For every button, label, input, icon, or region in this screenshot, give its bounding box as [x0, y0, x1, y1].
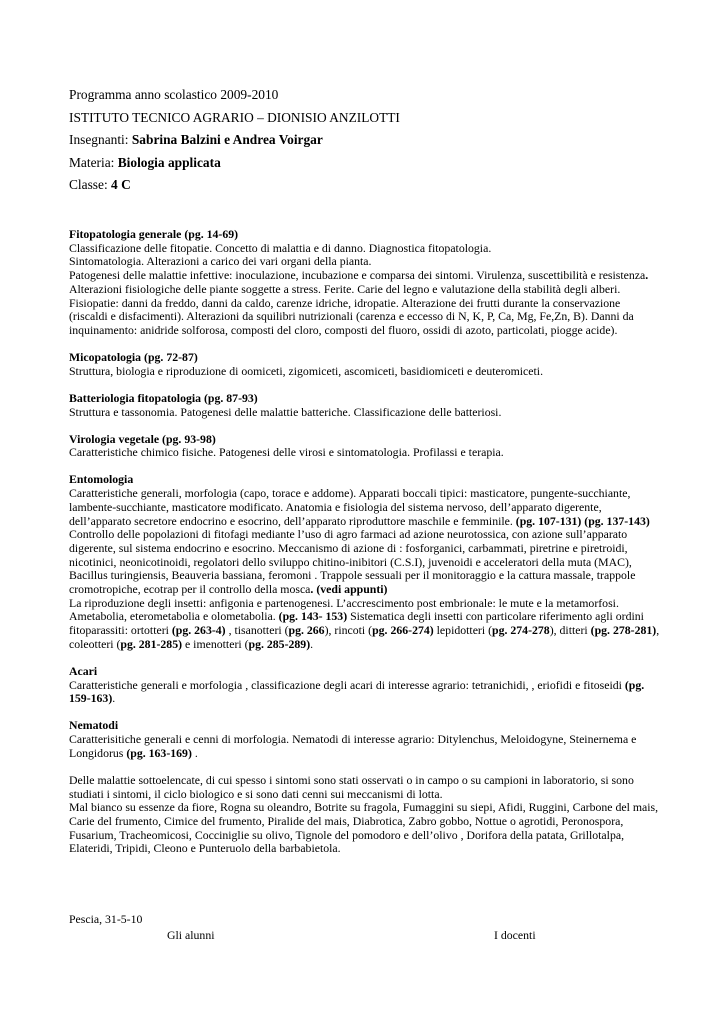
paragraph: Classificazione delle fitopatie. Concetto di malattia e di danno. Diagnostica fitopatologia.: [69, 240, 492, 255]
section-title: Virologia vegetale (pg. 93-98): [69, 431, 216, 446]
signature-row: [69, 926, 669, 940]
page-reference: (pg. 263-4): [171, 623, 226, 638]
school-name: ISTITUTO TECNICO AGRARIO – DIONISIO ANZILOTTI: [69, 109, 400, 125]
subject-label: Materia:: [69, 154, 118, 170]
page-reference: pg. 266: [288, 623, 325, 638]
text-span: .: [191, 745, 198, 760]
paragraph: [69, 269, 661, 296]
paragraph: Sintomatologia. Alterazioni a carico dei vari organi della pianta.: [69, 254, 372, 269]
section-title: Acari: [69, 663, 98, 678]
page-reference: pg. 274-278: [492, 623, 550, 638]
paragraph: Fisiopatie: danni da freddo, danni da caldo, carenze idriche, idropatie. Alterazione dei frutti durante la conservazione (riscaldi e disfacimenti). Alterazioni da squilibri nutrizionali (carenza e eccesso di N, K, P, Ca, Mg, Fe,Zn, B). Danni da inquinamento: anidride solforosa, composti del cloro, composti del fluoro, ossidi di azoto, particolati, piogge acide).: [69, 295, 634, 337]
page-reference: . (vedi appunti): [310, 582, 388, 597]
text-span: ), ditteri: [549, 623, 591, 638]
bold-dot: .: [645, 268, 649, 283]
text-span: ), rincoti (: [324, 623, 373, 638]
text-span: Patogenesi delle malattie infettive: inoculazione, incubazione e comparsa dei sintomi. Virulenza, suscettibilità e resistenza: [69, 268, 646, 283]
page-reference: (pg. 143- 153): [278, 609, 348, 624]
page-reference: pg. 285-289): [248, 636, 311, 651]
section-title: Batteriologia fitopatologia (pg. 87-93): [69, 390, 258, 405]
subject-line: [69, 152, 669, 175]
section-entomologia: [69, 473, 661, 651]
teachers-signature-label: I docenti: [494, 928, 536, 942]
page-reference: pg. 281-285): [120, 636, 183, 651]
text-span: Controllo delle popolazioni di fitofagi mediante l’uso di agro farmaci ad azione neurotossica, con azione sull’apparato digerente, sul sistema endocrino e esocrino. Meccanismo di azione di : fosforganici, carbammati, piretrine e piretroidi, nicotinici, neonicotinoidi, regolatori dello sviluppo chitino-inibitori (C.S.I), juvenoidi e acceleratori della muta (MAC), Bacillus turingiensis, Beauveria bassiana, feromoni . Trappole sessuali per il monitoraggio e la cattura massale, trappole cromotropiche, ecotrap per il controllo della mosca: [69, 527, 636, 597]
class-line: [69, 174, 669, 197]
teachers-names: Sabrina Balzini e Andrea Voirgar: [131, 132, 323, 147]
text-span: e imenotteri (: [182, 636, 249, 651]
text-span: La riproduzione degli insetti: anfigonia e partenogenesi. L’accrescimento post embrionale: le mute e la metamorfosi. Ametabolia, eterometabolia e olometabolia.: [69, 595, 619, 624]
section-micopatologia: [69, 351, 661, 378]
text-span: Caratterisitiche generali e cenni di morfologia. Nematodi di interesse agrario: Ditylenchus, Meloidogyne, Steinernema e Longidorus: [69, 732, 637, 760]
paragraph: [69, 679, 661, 706]
paragraph: Struttura e tassonomia. Patogenesi delle malattie batteriche. Classificazione delle batteriosi.: [69, 404, 502, 419]
paragraph: [69, 528, 661, 597]
teachers-line: [69, 129, 669, 152]
students-signature-label: Gli alunni: [167, 928, 215, 942]
class-name: 4 C: [111, 177, 131, 192]
section-title: Nematodi: [69, 718, 119, 733]
paragraph: [69, 597, 661, 652]
section-title: Micopatologia (pg. 72-87): [69, 350, 198, 365]
section-fitopatologia: [69, 228, 661, 338]
program-year: Programma anno scolastico 2009-2010: [69, 87, 279, 102]
paragraph: Mal bianco su essenze da fiore, Rogna su oleandro, Botrite su fragola, Fumaggini su siepi, Afidi, Ruggini, Carbone del mais, Carie del frumento, Cimice del frumento, Piralide del mais, Diabrotica, Zabro gobbo, Nottue o agrotidi, Peronospora, Fusarium, Tracheomicosi, Cocciniglie su olivo, Tignole del pomodoro e dell’olivo , Dorifora della patata, Grillotalpa, Elateridi, Tripidi, Cleono e Punteruolo della barbabietola.: [69, 800, 659, 856]
text-span: Alterazioni fisiologiche delle piante soggette a stress. Ferite. Carie del legno e valutazione della stabilità degli alberi.: [69, 281, 621, 296]
teachers-label: Insegnanti:: [69, 132, 132, 147]
paragraph: Struttura, biologia e riproduzione di oomiceti, zigomiceti, ascomiceti, basidiomiceti e deuteromiceti.: [69, 363, 544, 378]
class-label: Classe:: [69, 177, 112, 192]
paragraph: Delle malattie sottoelencate, di cui spesso i sintomi sono stati osservati o in campo o su campioni in laboratorio, si sono studiati i sintomi, il ciclo biologico e si sono dati cenni sui meccanismi di lotta.: [69, 772, 634, 801]
subject-name: Biologia applicata: [117, 154, 221, 170]
section-title: Fitopatologia generale (pg. 14-69): [69, 227, 239, 241]
page-reference: (pg. 107-131) (pg. 137-143): [515, 513, 650, 528]
text-span: Caratteristiche generali e morfologia , classificazione degli acari di interesse agrario: tetranichidi, , eriofidi e fitoseidi: [69, 677, 625, 692]
section-acari: [69, 665, 661, 706]
section-virologia: [69, 433, 661, 460]
section-nematodi: [69, 719, 661, 760]
paragraph: [69, 733, 661, 760]
section-title: Entomologia: [69, 472, 134, 487]
place-date: Pescia, 31-5-10: [69, 912, 143, 926]
page-reference: (pg. 278-281): [590, 623, 657, 638]
document-header: [69, 84, 669, 197]
text-span: Sistematica degli insetti con particolare riferimento agli ordini fitoparassiti: ortotteri: [69, 609, 644, 638]
page-reference: (pg. 159-163): [69, 677, 645, 706]
program-body: [69, 228, 661, 870]
text-span: Caratteristiche generali, morfologia (capo, torace e addome). Apparati boccali tipici: masticatore, pungente-succhiante, lambente-succhiante, masticatore modificato. Anatomia e fisiologia del sistema nervoso, dell’apparato digerente, dell’apparato secretore endocrino e esocrino, dell’apparato riproduttore maschile e femminile.: [69, 486, 631, 528]
paragraph: Caratteristiche chimico fisiche. Patogenesi delle virosi e sintomatologia. Profilassi e terapia.: [69, 445, 504, 460]
section-malattie: [69, 774, 661, 856]
text-span: lepidotteri (: [433, 623, 493, 638]
text-span: , coleotteri (: [69, 623, 660, 651]
page-reference: pg. 266-274): [372, 623, 434, 638]
text-span: .: [310, 636, 314, 651]
text-span: , tisanotteri (: [225, 623, 289, 638]
document-footer: [69, 912, 669, 940]
page-reference: (pg. 163-169): [126, 745, 192, 760]
section-batteriologia: [69, 392, 661, 419]
text-span: .: [112, 691, 116, 706]
paragraph: [69, 487, 661, 528]
